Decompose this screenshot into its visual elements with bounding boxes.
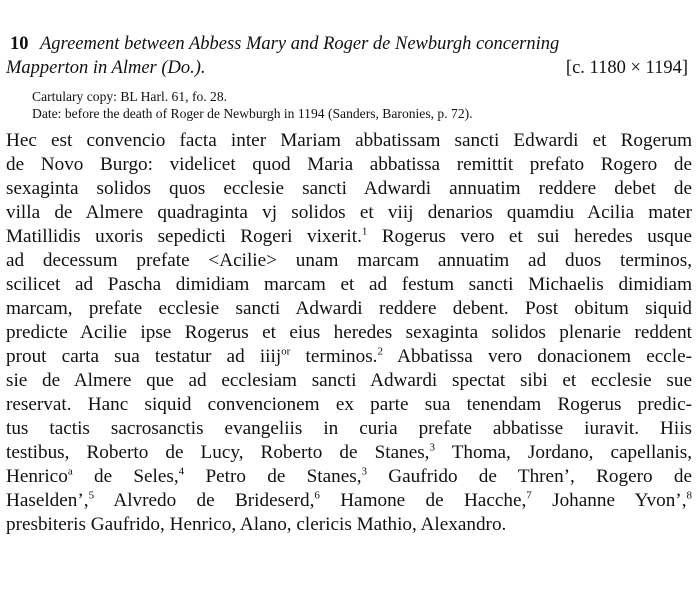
charter-date: [c. 1180 × 1194] (565, 58, 688, 78)
body-line (6, 153, 692, 177)
body-line (6, 417, 692, 441)
body-text-segment: Rogerus vero et sui heredes usque (367, 226, 692, 247)
footnote-marker: a (67, 465, 73, 478)
charter-heading (6, 32, 692, 80)
body-text-segment: sexaginta solidos quos ecclesie sancti Adwardi annuatim reddere debet de (6, 178, 692, 199)
body-line (6, 297, 692, 321)
body-line (6, 129, 692, 153)
body-text-segment: de Novo Burgo: videlicet quod Maria abbatissa remittit prefato Rogero de (6, 154, 692, 175)
body-text-segment: sie de Almere que ad ecclesiam sancti Adwardi spectat sibi et ecclesie sue (6, 370, 692, 391)
date-note: Date: before the death of Roger de Newburgh in 1194 (Sanders, Baronies, p. 72). (32, 106, 473, 121)
body-line (6, 393, 692, 417)
body-line (6, 273, 692, 297)
body-text-segment: prout carta sua testatur ad iiij (6, 346, 282, 367)
body-text-segment: Petro de Stanes, (184, 466, 362, 487)
body-text-segment: presbiteris Gaufrido, Henrico, Alano, clericis Mathio, Alexandro. (6, 514, 507, 535)
body-text-segment: scilicet ad Pascha dimidiam marcam et ad festum sancti Michaelis dimidiam (6, 274, 692, 295)
body-text-segment: villa de Almere quadraginta vj solidos et viij denarios quamdiu Acilia mater (6, 202, 692, 223)
body-line (6, 465, 692, 489)
body-text-segment: testibus, Roberto de Lucy, Roberto de Stanes, (6, 442, 430, 463)
footnote-marker: 1 (361, 225, 368, 238)
body-line (6, 489, 692, 513)
footnote-marker: 8 (686, 489, 692, 502)
footnote-marker: 7 (526, 489, 532, 502)
footnote-marker: 2 (377, 345, 383, 358)
body-line (6, 441, 692, 465)
body-text-segment: Johanne Yvon’, (531, 490, 687, 511)
body-line (6, 177, 692, 201)
cartulary-note: Cartulary copy: BL Harl. 61, fo. 28. (32, 89, 228, 104)
body-line (6, 249, 692, 273)
charter-title-line-2: Mapperton in Almer (Do.). (6, 58, 206, 78)
body-text-segment: Haselden’, (6, 490, 89, 511)
body-text-segment: Henrico (6, 466, 68, 487)
body-text-segment: predicte Acilie ipse Rogerus et eius heredes sexaginta solidos plenarie reddent (6, 322, 692, 343)
footnote-marker: 3 (429, 441, 435, 454)
editorial-notes (32, 88, 692, 122)
body-text-segment: terminos. (290, 346, 378, 367)
body-line (6, 321, 692, 345)
footnote-marker: 3 (361, 465, 367, 478)
body-text-segment: tus tactis sacrosanctis evangeliis in curia prefate abbatisse iuravit. Hiis (6, 418, 692, 439)
body-text-segment: marcam, prefate ecclesie sancti Adwardi reddere debent. Post obitum siquid (6, 298, 692, 319)
heading-line-1 (6, 32, 692, 56)
body-line (6, 345, 692, 369)
body-line (6, 513, 692, 537)
body-text-segment: Thoma, Jordano, capellanis, (434, 442, 692, 463)
body-text-segment: reservat. Hanc siquid convencionem ex parte sua tenendam Rogerus predic- (6, 394, 692, 415)
charter-title-line-1: Agreement between Abbess Mary and Roger de Newburgh concerning (40, 34, 560, 54)
body-line (6, 225, 692, 249)
footnote-marker: or (281, 345, 291, 358)
charter-number: 10 (10, 34, 29, 54)
footnote-marker: 5 (88, 489, 95, 502)
charter-body-text (6, 129, 692, 537)
body-line (6, 201, 692, 225)
footnote-marker: 4 (178, 465, 185, 478)
body-text-segment: Alvredo de Brideserd, (94, 490, 315, 511)
body-line (6, 369, 692, 393)
body-text-segment: Gaufrido de Thren’, Rogero de (367, 466, 692, 487)
body-text-segment: Hamone de Hacche, (319, 490, 527, 511)
body-text-segment: Abbatissa vero donacionem eccle- (382, 346, 692, 367)
body-text-segment: Matillidis uxoris sepedicti Rogeri vixerit. (6, 226, 362, 247)
charter-document (6, 32, 692, 537)
body-text-segment: de Seles, (72, 466, 179, 487)
body-text-segment: ad decessum prefate <Acilie> unam marcam annuatim ad duos terminos, (6, 250, 692, 271)
footnote-marker: 6 (314, 489, 320, 502)
body-text-segment: Hec est convencio facta inter Mariam abbatissam sancti Edwardi et Rogerum (6, 130, 692, 151)
